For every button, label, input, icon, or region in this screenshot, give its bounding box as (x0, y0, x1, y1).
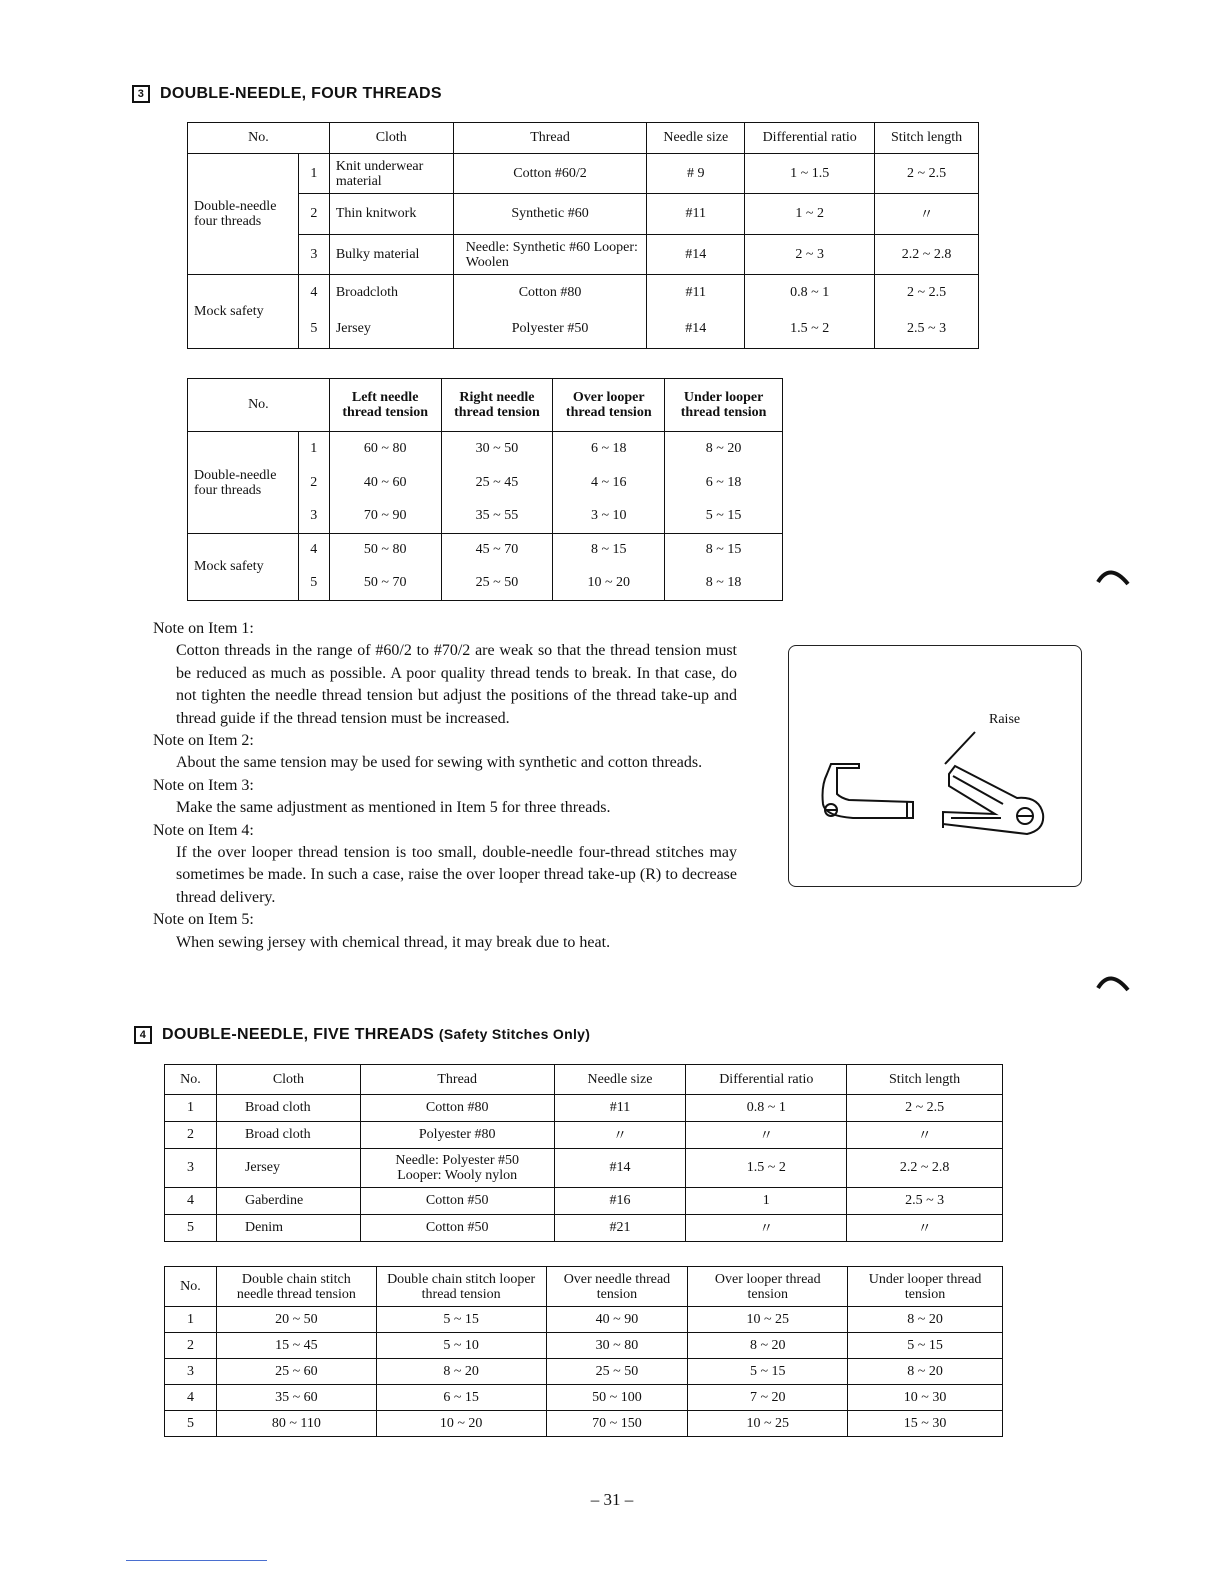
cell: # 9 (647, 154, 745, 194)
cell: Cotton #50 (360, 1188, 554, 1215)
t1-header-stitch: Stitch length (875, 123, 979, 154)
cell: Thin knitwork (329, 194, 453, 235)
bottom-rule (126, 1560, 267, 1561)
cell: Jersey (329, 311, 453, 349)
cell: 80 ~ 110 (216, 1411, 376, 1437)
cell: 10 ~ 20 (553, 567, 665, 601)
table-row (188, 194, 979, 235)
t1-header-thread: Thread (453, 123, 647, 154)
table-row (188, 311, 979, 349)
cell: 5 (298, 311, 329, 349)
section3-number: 3 (132, 85, 150, 103)
cell: 20 ~ 50 (216, 1307, 376, 1333)
cell: Gaberdine (216, 1188, 360, 1215)
t1-header-needle: Needle size (647, 123, 745, 154)
cell: 35 ~ 60 (216, 1385, 376, 1411)
cell: 8 ~ 18 (665, 567, 783, 601)
cell: Knit underwear material (329, 154, 453, 194)
cell: 8 ~ 15 (665, 534, 783, 567)
note-text: If the over looper thread tension is too small, double-needle four-thread stitches may sometimes be made. In such a case, raise the over looper thread take-up (R) to decrease thread delivery. (176, 844, 737, 906)
cell: Cotton #50 (360, 1215, 554, 1242)
table-row (165, 1333, 1003, 1359)
cell: 3 (298, 500, 329, 534)
cell: 1 (298, 154, 329, 194)
cell: 5 (165, 1411, 217, 1437)
cell: 2 ~ 3 (745, 235, 875, 275)
section4-number: 4 (134, 1026, 152, 1044)
cell: 10 ~ 30 (848, 1385, 1003, 1411)
table-row (188, 235, 979, 275)
cell: 2 ~ 2.5 (847, 1095, 1003, 1122)
cell: 3 (298, 235, 329, 275)
cell: 2 (298, 194, 329, 235)
section4-heading (134, 1026, 590, 1044)
cell: 4 ~ 16 (553, 466, 665, 500)
t1-header-no: No. (188, 123, 330, 154)
t1-header-cloth: Cloth (329, 123, 453, 154)
table-row (188, 534, 783, 567)
cell: 40 ~ 60 (329, 466, 441, 500)
page-number: – 31 – (590, 1490, 634, 1509)
cell: 1.5 ~ 2 (745, 311, 875, 349)
cell: 〃 (686, 1215, 847, 1242)
cell: 25 ~ 60 (216, 1359, 376, 1385)
cell: 1 (298, 432, 329, 466)
note-text: Make the same adjustment as mentioned in Item 5 for three threads. (176, 799, 611, 817)
cell: 7 ~ 20 (688, 1385, 848, 1411)
cell: Jersey (216, 1149, 360, 1188)
cell: Broad cloth (216, 1122, 360, 1149)
cell: 45 ~ 70 (441, 534, 553, 567)
cell: 2 (165, 1333, 217, 1359)
t3-header-no: No. (165, 1065, 217, 1095)
cell: 1 (165, 1095, 217, 1122)
cell: 0.8 ~ 1 (745, 275, 875, 311)
cell: 0.8 ~ 1 (686, 1095, 847, 1122)
take-up-figure (788, 645, 1082, 887)
cell: 6 ~ 15 (376, 1385, 546, 1411)
section3-title: DOUBLE-NEEDLE, FOUR THREADS (160, 85, 442, 102)
cell: Polyester #50 (453, 311, 647, 349)
cell: Cotton #80 (360, 1095, 554, 1122)
cell: 50 ~ 100 (546, 1385, 688, 1411)
margin-mark-icon (1094, 560, 1134, 590)
cell: 25 ~ 45 (441, 466, 553, 500)
cell: Synthetic #60 (453, 194, 647, 235)
cell: Broadcloth (329, 275, 453, 311)
cell: 5 ~ 15 (665, 500, 783, 534)
cell: 4 (165, 1385, 217, 1411)
note-title: Note on Item 5: (153, 911, 254, 929)
cell: 30 ~ 80 (546, 1333, 688, 1359)
cell: 50 ~ 80 (329, 534, 441, 567)
table-row (165, 1359, 1003, 1385)
section3-heading (132, 85, 442, 103)
table-row (188, 154, 979, 194)
cell: 60 ~ 80 (329, 432, 441, 466)
raise-label: Raise (989, 712, 1021, 727)
cell: 50 ~ 70 (329, 567, 441, 601)
cell: 2 ~ 2.5 (875, 154, 979, 194)
cell: 4 (298, 275, 329, 311)
cell: 1 ~ 1.5 (745, 154, 875, 194)
cell: 2 (165, 1122, 217, 1149)
cell: 6 ~ 18 (553, 432, 665, 466)
cell: 5 ~ 10 (376, 1333, 546, 1359)
cell: Cotton #80 (453, 275, 647, 311)
table-row (165, 1307, 1003, 1333)
cell: 〃 (847, 1215, 1003, 1242)
t4-header-over-needle: Over needle thread tension (546, 1267, 688, 1307)
cell: Denim (216, 1215, 360, 1242)
table-row (165, 1188, 1003, 1215)
t3-header-diff: Differential ratio (686, 1065, 847, 1095)
cell: 1 (165, 1307, 217, 1333)
cell: 1.5 ~ 2 (686, 1149, 847, 1188)
cell: 8 ~ 20 (848, 1307, 1003, 1333)
margin-mark-icon (1094, 966, 1134, 996)
cell: 3 (165, 1149, 217, 1188)
note-text: When sewing jersey with chemical thread, it may break due to heat. (176, 933, 611, 951)
section4-title: DOUBLE-NEEDLE, FIVE THREADS (162, 1026, 435, 1043)
cell: Broad cloth (216, 1095, 360, 1122)
cell: 3 ~ 10 (553, 500, 665, 534)
t3-header-cloth: Cloth (216, 1065, 360, 1095)
note-title: Note on Item 3: (153, 776, 254, 794)
cell: 8 ~ 20 (376, 1359, 546, 1385)
cell: 4 (298, 534, 329, 567)
cell: Bulky material (329, 235, 453, 275)
t2-group-double-needle: Double-needle four threads (188, 432, 299, 534)
t2-header-under: Under looper thread tension (665, 379, 783, 432)
cell: #14 (647, 235, 745, 275)
cell: #14 (554, 1149, 686, 1188)
cell: 25 ~ 50 (546, 1359, 688, 1385)
cell: Polyester #80 (360, 1122, 554, 1149)
cell: 10 ~ 25 (688, 1411, 848, 1437)
cell: #14 (647, 311, 745, 349)
t1-group-double-needle: Double-needle four threads (188, 154, 299, 275)
section4-subtitle: (Safety Stitches Only) (438, 1026, 591, 1042)
cell: Needle: Synthetic #60 Looper: Woolen (453, 235, 647, 275)
table-thread-settings-four (187, 122, 979, 349)
raise-pointer (945, 732, 975, 764)
cell: 8 ~ 15 (553, 534, 665, 567)
cell: 70 ~ 150 (546, 1411, 688, 1437)
table-row (165, 1149, 1003, 1188)
looper-take-up-illustration (789, 646, 1081, 886)
cell: 5 ~ 15 (688, 1359, 848, 1385)
cell: #11 (647, 275, 745, 311)
cell: 2.2 ~ 2.8 (875, 235, 979, 275)
t4-header-no: No. (165, 1267, 217, 1307)
table-row (165, 1122, 1003, 1149)
table-row (165, 1215, 1003, 1242)
t2-header-left: Left needle thread tension (329, 379, 441, 432)
cell: 5 ~ 15 (848, 1333, 1003, 1359)
cell: 15 ~ 30 (848, 1411, 1003, 1437)
cell: 15 ~ 45 (216, 1333, 376, 1359)
cell: #11 (647, 194, 745, 235)
t4-header-under-looper: Under looper thread tension (848, 1267, 1003, 1307)
table-tension-four (187, 378, 783, 601)
t4-header-chain-needle: Double chain stitch needle thread tension (216, 1267, 376, 1307)
cell: Needle: Polyester #50 Looper: Wooly nylon (360, 1149, 554, 1188)
cell: 1 ~ 2 (745, 194, 875, 235)
cell: 〃 (875, 194, 979, 235)
t2-header-over: Over looper thread tension (553, 379, 665, 432)
t2-group-mock-safety: Mock safety (188, 534, 299, 601)
cell: #16 (554, 1188, 686, 1215)
note-title: Note on Item 1: (153, 620, 254, 637)
cell: 8 ~ 20 (688, 1333, 848, 1359)
cell: 30 ~ 50 (441, 432, 553, 466)
cell: 8 ~ 20 (665, 432, 783, 466)
cell: 25 ~ 50 (441, 567, 553, 601)
t3-header-needle: Needle size (554, 1065, 686, 1095)
table-row (165, 1411, 1003, 1437)
note-text: About the same tension may be used for sewing with synthetic and cotton threads. (176, 754, 703, 772)
table-row (188, 275, 979, 311)
cell: 8 ~ 20 (848, 1359, 1003, 1385)
cell: 2.5 ~ 3 (847, 1188, 1003, 1215)
t3-header-thread: Thread (360, 1065, 554, 1095)
cell: 2.5 ~ 3 (875, 311, 979, 349)
t2-header-right: Right needle thread tension (441, 379, 553, 432)
cell: 1 (686, 1188, 847, 1215)
cell: Cotton #60/2 (453, 154, 647, 194)
cell: 70 ~ 90 (329, 500, 441, 534)
cell: 10 ~ 25 (688, 1307, 848, 1333)
cell: 5 (165, 1215, 217, 1242)
table-thread-settings-five (164, 1064, 1003, 1242)
table-row (165, 1095, 1003, 1122)
t1-group-mock-safety: Mock safety (188, 275, 299, 349)
t1-header-diff: Differential ratio (745, 123, 875, 154)
cell: 3 (165, 1359, 217, 1385)
cell: 〃 (554, 1122, 686, 1149)
cell: 4 (165, 1188, 217, 1215)
cell: 〃 (686, 1122, 847, 1149)
cell: 10 ~ 20 (376, 1411, 546, 1437)
table-row (165, 1385, 1003, 1411)
note-text: Cotton threads in the range of #60/2 to #70/2 are weak so that the thread tension must be reduced as much as possible. A poor quality thread tends to break. In that case, do not tighten the needle thread tension but adjust the positions of the thread take-up and thread guide if the thread tension must be increased. (176, 642, 737, 727)
table-tension-five (164, 1266, 1003, 1437)
cell: 2.2 ~ 2.8 (847, 1149, 1003, 1188)
note-title: Note on Item 2: (153, 732, 254, 750)
note-title: Note on Item 4: (153, 821, 254, 839)
cell: 5 ~ 15 (376, 1307, 546, 1333)
cell: 40 ~ 90 (546, 1307, 688, 1333)
notes (153, 618, 737, 954)
cell: 2 ~ 2.5 (875, 275, 979, 311)
cell: 35 ~ 55 (441, 500, 553, 534)
cell: 6 ~ 18 (665, 466, 783, 500)
t4-header-over-looper: Over looper thread tension (688, 1267, 848, 1307)
t3-header-stitch: Stitch length (847, 1065, 1003, 1095)
cell: #21 (554, 1215, 686, 1242)
cell: #11 (554, 1095, 686, 1122)
t2-header-no: No. (188, 379, 330, 432)
cell: 5 (298, 567, 329, 601)
cell: 〃 (847, 1122, 1003, 1149)
table-row (188, 432, 783, 466)
t4-header-chain-looper: Double chain stitch looper thread tension (376, 1267, 546, 1307)
cell: 2 (298, 466, 329, 500)
